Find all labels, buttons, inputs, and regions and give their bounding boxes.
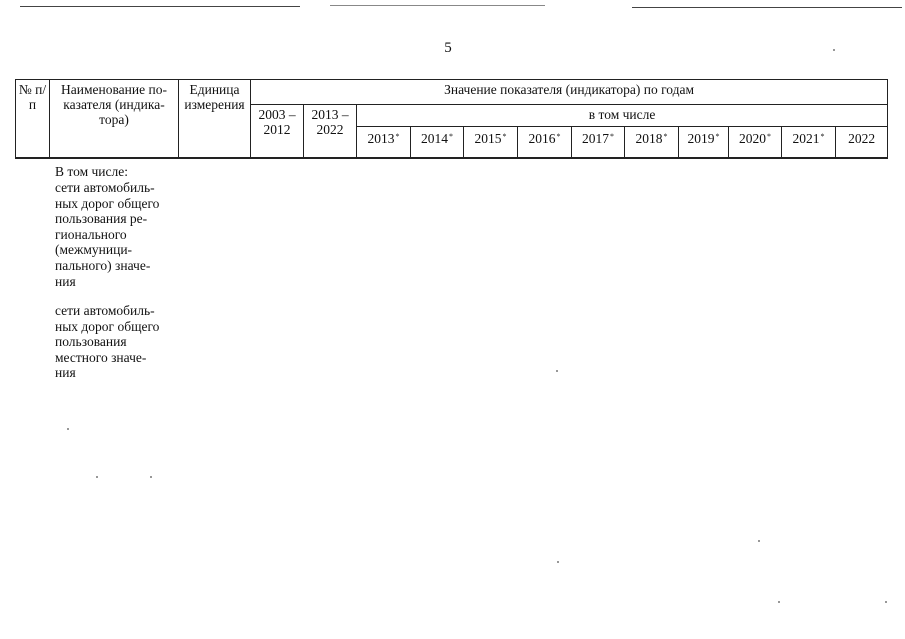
scan-dot xyxy=(758,540,760,542)
row-name-line: гионального xyxy=(55,226,127,242)
row-name-line: пального) значе- xyxy=(55,257,151,273)
row-name-line: сети автомобиль- xyxy=(55,180,155,195)
table-bottom-cell xyxy=(16,158,50,159)
header-year-2022: 2022 xyxy=(836,127,888,158)
header-period-2013-2022: 2013 – 2022 xyxy=(304,105,357,158)
header-year-2015: 2015* xyxy=(464,127,518,158)
scan-dot xyxy=(885,601,887,603)
page-number: 5 xyxy=(444,40,452,56)
scan-dot xyxy=(833,49,835,51)
row-1-name xyxy=(55,180,190,289)
row-name-line: ных дорог общего xyxy=(55,195,160,211)
section-label: В том числе: xyxy=(55,164,128,179)
header-unit: Единица измерения xyxy=(179,80,251,158)
scan-dot xyxy=(67,428,69,430)
scan-dot xyxy=(778,601,780,603)
header-values-title: Значение показателя (индикатора) по годам xyxy=(251,80,888,105)
row-2-name xyxy=(55,303,190,381)
header-year-2021: 2021* xyxy=(782,127,836,158)
header-year-2018: 2018* xyxy=(625,127,679,158)
row-name-line: (межмуници- xyxy=(55,242,133,258)
scan-dot xyxy=(96,476,98,478)
indicator-table xyxy=(15,79,888,159)
scan-line-top-left xyxy=(20,6,300,7)
header-including: в том числе xyxy=(357,105,888,127)
header-year-2019: 2019* xyxy=(679,127,729,158)
row-name-line: сети автомобиль- xyxy=(55,303,155,318)
scan-line-top-middle xyxy=(330,5,545,6)
scan-dot xyxy=(150,476,152,478)
header-indicator-name: Наименование по- казателя (индика- тора) xyxy=(50,80,179,158)
scan-dot xyxy=(556,370,558,372)
row-name-line: пользования ре- xyxy=(55,211,148,227)
scan-dot xyxy=(557,561,559,563)
header-year-2017: 2017* xyxy=(572,127,625,158)
header-year-2013: 2013* xyxy=(357,127,411,158)
header-year-2014: 2014* xyxy=(411,127,464,158)
header-number: № п/п xyxy=(16,80,50,158)
header-year-2016: 2016* xyxy=(518,127,572,158)
scan-line-top-right xyxy=(632,7,902,8)
row-name-line: ния xyxy=(55,365,76,381)
header-period-2003-2012: 2003 – 2012 xyxy=(251,105,304,158)
header-year-2020: 2020* xyxy=(729,127,782,158)
row-name-line: ных дорог общего xyxy=(55,318,160,334)
row-name-line: местного значе- xyxy=(55,349,147,365)
row-name-line: ния xyxy=(55,273,76,289)
row-name-line: пользования xyxy=(55,334,127,350)
